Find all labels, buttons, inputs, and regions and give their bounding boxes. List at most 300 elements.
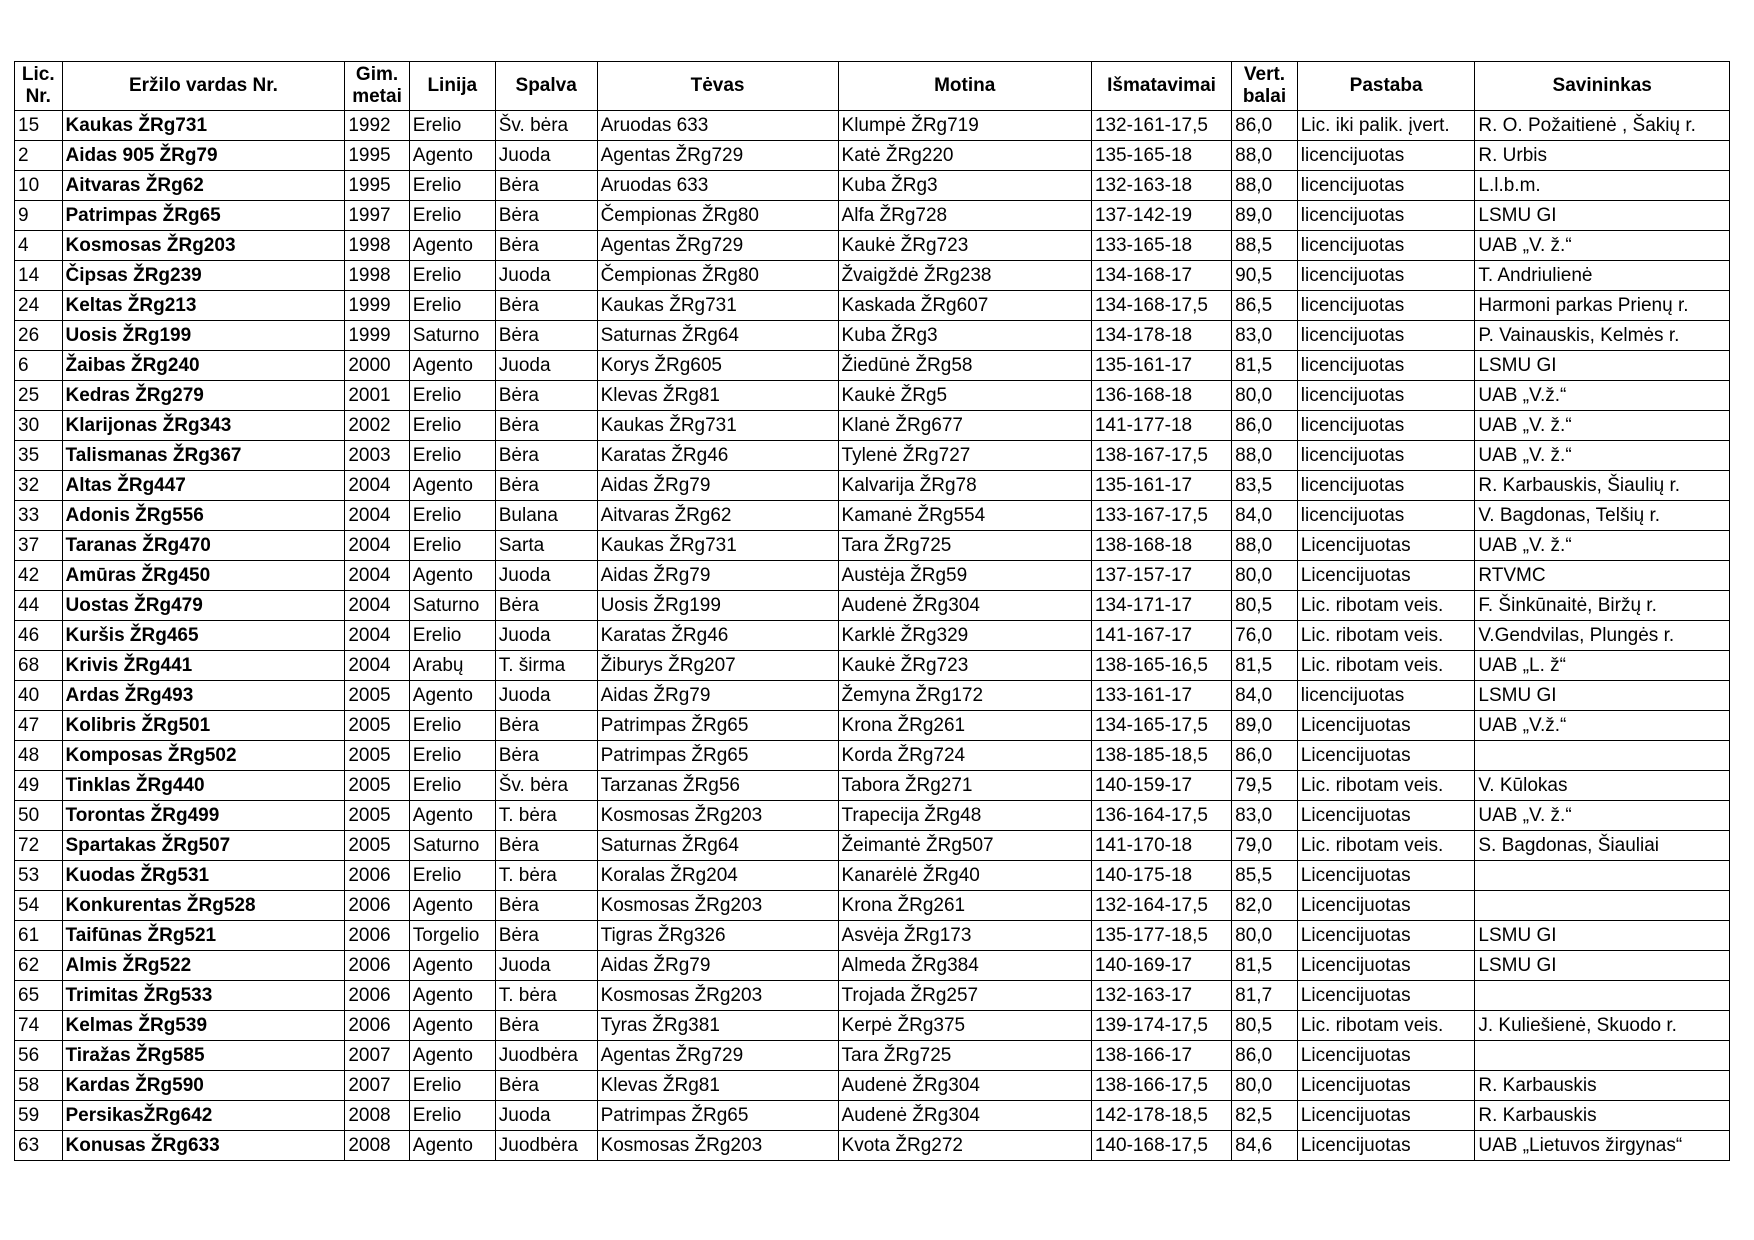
- cell-note: Licencijuotas: [1297, 531, 1475, 561]
- cell-measurements: 133-161-17: [1091, 681, 1231, 711]
- cell-owner: RTVMC: [1475, 561, 1730, 591]
- table-row: [15, 201, 1730, 231]
- cell-dam: Tara ŽRg725: [838, 1041, 1091, 1071]
- cell-birth-year: 1995: [345, 171, 409, 201]
- cell-sire: Patrimpas ŽRg65: [597, 741, 838, 771]
- cell-score: 84,0: [1232, 681, 1298, 711]
- cell-color: Bėra: [495, 831, 597, 861]
- cell-measurements: 135-177-18,5: [1091, 921, 1231, 951]
- cell-note: licencijuotas: [1297, 471, 1475, 501]
- cell-birth-year: 2004: [345, 531, 409, 561]
- cell-dam: Kanarėlė ŽRg40: [838, 861, 1091, 891]
- cell-dam: Karklė ŽRg329: [838, 621, 1091, 651]
- cell-birth-year: 1992: [345, 111, 409, 141]
- cell-lic-nr: 65: [15, 981, 63, 1011]
- cell-note: Lic. ribotam veis.: [1297, 651, 1475, 681]
- cell-lic-nr: 37: [15, 531, 63, 561]
- cell-lic-nr: 50: [15, 801, 63, 831]
- cell-owner: LSMU GI: [1475, 351, 1730, 381]
- cell-color: Juoda: [495, 141, 597, 171]
- cell-color: Šv. bėra: [495, 111, 597, 141]
- cell-measurements: 134-168-17: [1091, 261, 1231, 291]
- table-row: [15, 171, 1730, 201]
- header-birth-year: Gim. metai: [345, 62, 409, 111]
- cell-score: 86,0: [1232, 741, 1298, 771]
- cell-birth-year: 2006: [345, 951, 409, 981]
- cell-birth-year: 2005: [345, 771, 409, 801]
- cell-sire: Aidas ŽRg79: [597, 561, 838, 591]
- table-row: [15, 711, 1730, 741]
- cell-measurements: 134-165-17,5: [1091, 711, 1231, 741]
- cell-score: 86,0: [1232, 1041, 1298, 1071]
- cell-score: 81,5: [1232, 651, 1298, 681]
- cell-owner: UAB „V. ž.“: [1475, 231, 1730, 261]
- cell-score: 89,0: [1232, 201, 1298, 231]
- cell-line: Agento: [409, 681, 495, 711]
- cell-sire: Saturnas ŽRg64: [597, 831, 838, 861]
- table-row: [15, 951, 1730, 981]
- cell-line: Erelio: [409, 201, 495, 231]
- cell-color: T. bėra: [495, 801, 597, 831]
- cell-score: 83,5: [1232, 471, 1298, 501]
- cell-line: Erelio: [409, 531, 495, 561]
- cell-birth-year: 1999: [345, 291, 409, 321]
- cell-line: Agento: [409, 981, 495, 1011]
- cell-stallion-name: Keltas ŽRg213: [62, 291, 345, 321]
- cell-owner: LSMU GI: [1475, 201, 1730, 231]
- header-score: Vert. balai: [1232, 62, 1298, 111]
- cell-score: 79,5: [1232, 771, 1298, 801]
- cell-measurements: 133-165-18: [1091, 231, 1231, 261]
- cell-dam: Kaukė ŽRg723: [838, 231, 1091, 261]
- table-row: [15, 471, 1730, 501]
- cell-sire: Klevas ŽRg81: [597, 1071, 838, 1101]
- cell-line: Erelio: [409, 741, 495, 771]
- cell-sire: Aidas ŽRg79: [597, 471, 838, 501]
- cell-owner: UAB „V.ž.“: [1475, 381, 1730, 411]
- cell-stallion-name: Žaibas ŽRg240: [62, 351, 345, 381]
- cell-sire: Tyras ŽRg381: [597, 1011, 838, 1041]
- cell-dam: Krona ŽRg261: [838, 891, 1091, 921]
- cell-measurements: 141-177-18: [1091, 411, 1231, 441]
- cell-measurements: 136-164-17,5: [1091, 801, 1231, 831]
- table-row: [15, 1071, 1730, 1101]
- cell-birth-year: 2007: [345, 1071, 409, 1101]
- cell-note: Lic. ribotam veis.: [1297, 621, 1475, 651]
- cell-stallion-name: Almis ŽRg522: [62, 951, 345, 981]
- cell-owner: UAB „V. ž.“: [1475, 411, 1730, 441]
- cell-color: Bėra: [495, 1011, 597, 1041]
- table-row: [15, 261, 1730, 291]
- cell-sire: Karatas ŽRg46: [597, 441, 838, 471]
- cell-score: 88,0: [1232, 441, 1298, 471]
- cell-birth-year: 2004: [345, 471, 409, 501]
- header-sire: Tėvas: [597, 62, 838, 111]
- cell-stallion-name: Klarijonas ŽRg343: [62, 411, 345, 441]
- cell-note: licencijuotas: [1297, 201, 1475, 231]
- table-row: [15, 231, 1730, 261]
- cell-dam: Krona ŽRg261: [838, 711, 1091, 741]
- table-row: [15, 291, 1730, 321]
- cell-score: 80,0: [1232, 1071, 1298, 1101]
- cell-line: Erelio: [409, 711, 495, 741]
- cell-birth-year: 2005: [345, 681, 409, 711]
- cell-dam: Korda ŽRg724: [838, 741, 1091, 771]
- cell-dam: Trojada ŽRg257: [838, 981, 1091, 1011]
- cell-owner: R. Karbauskis: [1475, 1071, 1730, 1101]
- cell-color: Bėra: [495, 471, 597, 501]
- cell-line: Erelio: [409, 861, 495, 891]
- cell-score: 82,0: [1232, 891, 1298, 921]
- table-row: [15, 891, 1730, 921]
- cell-sire: Koralas ŽRg204: [597, 861, 838, 891]
- cell-score: 86,0: [1232, 111, 1298, 141]
- cell-dam: Tara ŽRg725: [838, 531, 1091, 561]
- cell-stallion-name: Amūras ŽRg450: [62, 561, 345, 591]
- cell-line: Arabų: [409, 651, 495, 681]
- cell-sire: Korys ŽRg605: [597, 351, 838, 381]
- cell-score: 80,0: [1232, 561, 1298, 591]
- cell-dam: Klumpė ŽRg719: [838, 111, 1091, 141]
- cell-sire: Aidas ŽRg79: [597, 951, 838, 981]
- header-measurements: Išmatavimai: [1091, 62, 1231, 111]
- cell-score: 85,5: [1232, 861, 1298, 891]
- table-row: [15, 441, 1730, 471]
- cell-measurements: 139-174-17,5: [1091, 1011, 1231, 1041]
- cell-owner: LSMU GI: [1475, 921, 1730, 951]
- table-row: [15, 981, 1730, 1011]
- cell-dam: Alfa ŽRg728: [838, 201, 1091, 231]
- cell-dam: Žemyna ŽRg172: [838, 681, 1091, 711]
- cell-owner: V. Bagdonas, Telšių r.: [1475, 501, 1730, 531]
- cell-birth-year: 2006: [345, 1011, 409, 1041]
- table-row: [15, 681, 1730, 711]
- cell-note: Lic. iki palik. įvert.: [1297, 111, 1475, 141]
- cell-birth-year: 2007: [345, 1041, 409, 1071]
- cell-lic-nr: 26: [15, 321, 63, 351]
- cell-stallion-name: Kardas ŽRg590: [62, 1071, 345, 1101]
- cell-lic-nr: 53: [15, 861, 63, 891]
- cell-line: Agento: [409, 951, 495, 981]
- cell-note: Licencijuotas: [1297, 711, 1475, 741]
- cell-stallion-name: Konusas ŽRg633: [62, 1131, 345, 1161]
- cell-lic-nr: 30: [15, 411, 63, 441]
- cell-stallion-name: Talismanas ŽRg367: [62, 441, 345, 471]
- cell-line: Erelio: [409, 411, 495, 441]
- cell-dam: Kamanė ŽRg554: [838, 501, 1091, 531]
- cell-sire: Čempionas ŽRg80: [597, 201, 838, 231]
- cell-color: Bėra: [495, 411, 597, 441]
- cell-birth-year: 2004: [345, 501, 409, 531]
- cell-score: 80,0: [1232, 921, 1298, 951]
- cell-note: Licencijuotas: [1297, 951, 1475, 981]
- cell-measurements: 138-168-18: [1091, 531, 1231, 561]
- cell-dam: Asvėja ŽRg173: [838, 921, 1091, 951]
- cell-note: Licencijuotas: [1297, 921, 1475, 951]
- cell-score: 81,5: [1232, 951, 1298, 981]
- cell-stallion-name: Kuršis ŽRg465: [62, 621, 345, 651]
- cell-sire: Agentas ŽRg729: [597, 231, 838, 261]
- cell-measurements: 134-178-18: [1091, 321, 1231, 351]
- cell-stallion-name: Aidas 905 ŽRg79: [62, 141, 345, 171]
- cell-note: licencijuotas: [1297, 171, 1475, 201]
- cell-stallion-name: Adonis ŽRg556: [62, 501, 345, 531]
- cell-owner: R. Urbis: [1475, 141, 1730, 171]
- cell-lic-nr: 10: [15, 171, 63, 201]
- header-lic-nr: Lic. Nr.: [15, 62, 63, 111]
- table-row: [15, 621, 1730, 651]
- header-line: Linija: [409, 62, 495, 111]
- cell-stallion-name: Aitvaras ŽRg62: [62, 171, 345, 201]
- table-row: [15, 591, 1730, 621]
- cell-lic-nr: 49: [15, 771, 63, 801]
- cell-owner: V.Gendvilas, Plungės r.: [1475, 621, 1730, 651]
- cell-note: Licencijuotas: [1297, 861, 1475, 891]
- cell-note: licencijuotas: [1297, 681, 1475, 711]
- cell-dam: Klanė ŽRg677: [838, 411, 1091, 441]
- cell-lic-nr: 54: [15, 891, 63, 921]
- cell-measurements: 141-170-18: [1091, 831, 1231, 861]
- cell-sire: Kaukas ŽRg731: [597, 291, 838, 321]
- cell-birth-year: 1997: [345, 201, 409, 231]
- cell-measurements: 132-161-17,5: [1091, 111, 1231, 141]
- cell-birth-year: 2001: [345, 381, 409, 411]
- cell-dam: Austėja ŽRg59: [838, 561, 1091, 591]
- cell-score: 84,0: [1232, 501, 1298, 531]
- cell-color: Juoda: [495, 351, 597, 381]
- cell-note: Licencijuotas: [1297, 891, 1475, 921]
- cell-birth-year: 1999: [345, 321, 409, 351]
- cell-lic-nr: 56: [15, 1041, 63, 1071]
- cell-note: Licencijuotas: [1297, 1071, 1475, 1101]
- cell-sire: Karatas ŽRg46: [597, 621, 838, 651]
- cell-color: Juodbėra: [495, 1131, 597, 1161]
- cell-note: licencijuotas: [1297, 501, 1475, 531]
- cell-note: licencijuotas: [1297, 141, 1475, 171]
- cell-measurements: 133-167-17,5: [1091, 501, 1231, 531]
- cell-dam: Audenė ŽRg304: [838, 1101, 1091, 1131]
- cell-measurements: 138-185-18,5: [1091, 741, 1231, 771]
- cell-birth-year: 2006: [345, 981, 409, 1011]
- cell-line: Agento: [409, 141, 495, 171]
- cell-note: licencijuotas: [1297, 231, 1475, 261]
- cell-note: licencijuotas: [1297, 441, 1475, 471]
- cell-color: Juoda: [495, 681, 597, 711]
- cell-color: Sarta: [495, 531, 597, 561]
- cell-dam: Trapecija ŽRg48: [838, 801, 1091, 831]
- cell-note: licencijuotas: [1297, 381, 1475, 411]
- cell-line: Agento: [409, 1041, 495, 1071]
- cell-note: Lic. ribotam veis.: [1297, 771, 1475, 801]
- cell-birth-year: 2008: [345, 1131, 409, 1161]
- cell-line: Erelio: [409, 1071, 495, 1101]
- cell-birth-year: 2005: [345, 711, 409, 741]
- cell-note: licencijuotas: [1297, 261, 1475, 291]
- cell-line: Erelio: [409, 111, 495, 141]
- cell-measurements: 132-163-17: [1091, 981, 1231, 1011]
- cell-note: Licencijuotas: [1297, 1041, 1475, 1071]
- cell-note: licencijuotas: [1297, 321, 1475, 351]
- cell-owner: UAB „V. ž.“: [1475, 441, 1730, 471]
- header-color: Spalva: [495, 62, 597, 111]
- cell-score: 88,0: [1232, 531, 1298, 561]
- cell-lic-nr: 47: [15, 711, 63, 741]
- table-row: [15, 1131, 1730, 1161]
- cell-stallion-name: Kedras ŽRg279: [62, 381, 345, 411]
- cell-measurements: 138-166-17,5: [1091, 1071, 1231, 1101]
- cell-dam: Tylenė ŽRg727: [838, 441, 1091, 471]
- table-row: [15, 1101, 1730, 1131]
- cell-line: Erelio: [409, 171, 495, 201]
- cell-line: Erelio: [409, 261, 495, 291]
- cell-line: Saturno: [409, 321, 495, 351]
- cell-sire: Agentas ŽRg729: [597, 1041, 838, 1071]
- cell-stallion-name: Taranas ŽRg470: [62, 531, 345, 561]
- cell-sire: Saturnas ŽRg64: [597, 321, 838, 351]
- header-stallion-name: Eržilo vardas Nr.: [62, 62, 345, 111]
- cell-dam: Kaukė ŽRg723: [838, 651, 1091, 681]
- cell-dam: Žvaigždė ŽRg238: [838, 261, 1091, 291]
- cell-measurements: 138-167-17,5: [1091, 441, 1231, 471]
- cell-score: 80,0: [1232, 381, 1298, 411]
- cell-score: 83,0: [1232, 321, 1298, 351]
- cell-score: 90,5: [1232, 261, 1298, 291]
- cell-color: Bėra: [495, 741, 597, 771]
- table-row: [15, 651, 1730, 681]
- cell-sire: Patrimpas ŽRg65: [597, 1101, 838, 1131]
- cell-sire: Kaukas ŽRg731: [597, 411, 838, 441]
- cell-owner: Harmoni parkas Prienų r.: [1475, 291, 1730, 321]
- cell-lic-nr: 2: [15, 141, 63, 171]
- cell-lic-nr: 24: [15, 291, 63, 321]
- cell-color: Bėra: [495, 381, 597, 411]
- cell-color: Bėra: [495, 201, 597, 231]
- cell-lic-nr: 44: [15, 591, 63, 621]
- cell-line: Saturno: [409, 591, 495, 621]
- cell-score: 84,6: [1232, 1131, 1298, 1161]
- cell-lic-nr: 9: [15, 201, 63, 231]
- cell-birth-year: 2006: [345, 891, 409, 921]
- header-dam: Motina: [838, 62, 1091, 111]
- cell-line: Erelio: [409, 501, 495, 531]
- cell-dam: Kaukė ŽRg5: [838, 381, 1091, 411]
- table-row: [15, 921, 1730, 951]
- cell-color: T. širma: [495, 651, 597, 681]
- cell-measurements: 141-167-17: [1091, 621, 1231, 651]
- cell-lic-nr: 72: [15, 831, 63, 861]
- cell-sire: Kosmosas ŽRg203: [597, 981, 838, 1011]
- table-row: [15, 861, 1730, 891]
- cell-sire: Žiburys ŽRg207: [597, 651, 838, 681]
- cell-dam: Žiedūnė ŽRg58: [838, 351, 1091, 381]
- cell-note: Licencijuotas: [1297, 981, 1475, 1011]
- cell-line: Agento: [409, 231, 495, 261]
- cell-owner: R. Karbauskis, Šiaulių r.: [1475, 471, 1730, 501]
- cell-dam: Kerpė ŽRg375: [838, 1011, 1091, 1041]
- table-row: [15, 1011, 1730, 1041]
- cell-dam: Kuba ŽRg3: [838, 171, 1091, 201]
- header-row: [15, 62, 1730, 111]
- cell-owner: LSMU GI: [1475, 681, 1730, 711]
- cell-measurements: 137-157-17: [1091, 561, 1231, 591]
- cell-measurements: 137-142-19: [1091, 201, 1231, 231]
- cell-note: Lic. ribotam veis.: [1297, 831, 1475, 861]
- cell-score: 82,5: [1232, 1101, 1298, 1131]
- cell-score: 88,5: [1232, 231, 1298, 261]
- cell-owner: J. Kuliešienė, Skuodo r.: [1475, 1011, 1730, 1041]
- cell-stallion-name: Trimitas ŽRg533: [62, 981, 345, 1011]
- cell-sire: Uosis ŽRg199: [597, 591, 838, 621]
- table-row: [15, 381, 1730, 411]
- cell-owner: R. O. Požaitienė , Šakių r.: [1475, 111, 1730, 141]
- cell-stallion-name: Konkurentas ŽRg528: [62, 891, 345, 921]
- cell-owner: R. Karbauskis: [1475, 1101, 1730, 1131]
- cell-birth-year: 2005: [345, 741, 409, 771]
- table-row: [15, 801, 1730, 831]
- cell-owner: UAB „V. ž.“: [1475, 801, 1730, 831]
- cell-lic-nr: 40: [15, 681, 63, 711]
- cell-score: 86,5: [1232, 291, 1298, 321]
- cell-score: 83,0: [1232, 801, 1298, 831]
- cell-color: Bėra: [495, 891, 597, 921]
- cell-sire: Kaukas ŽRg731: [597, 531, 838, 561]
- cell-measurements: 140-168-17,5: [1091, 1131, 1231, 1161]
- cell-score: 80,5: [1232, 1011, 1298, 1041]
- cell-lic-nr: 74: [15, 1011, 63, 1041]
- cell-dam: Katė ŽRg220: [838, 141, 1091, 171]
- cell-dam: Kuba ŽRg3: [838, 321, 1091, 351]
- cell-color: Bėra: [495, 231, 597, 261]
- cell-color: Juoda: [495, 561, 597, 591]
- cell-stallion-name: Kosmosas ŽRg203: [62, 231, 345, 261]
- cell-lic-nr: 33: [15, 501, 63, 531]
- cell-owner: LSMU GI: [1475, 951, 1730, 981]
- cell-owner: S. Bagdonas, Šiauliai: [1475, 831, 1730, 861]
- cell-note: Licencijuotas: [1297, 741, 1475, 771]
- cell-color: Juoda: [495, 621, 597, 651]
- table-row: [15, 831, 1730, 861]
- cell-lic-nr: 32: [15, 471, 63, 501]
- cell-measurements: 138-165-16,5: [1091, 651, 1231, 681]
- cell-stallion-name: PersikasŽRg642: [62, 1101, 345, 1131]
- cell-color: Bėra: [495, 591, 597, 621]
- cell-color: Bulana: [495, 501, 597, 531]
- cell-color: T. bėra: [495, 861, 597, 891]
- cell-owner: [1475, 741, 1730, 771]
- cell-lic-nr: 14: [15, 261, 63, 291]
- table-row: [15, 771, 1730, 801]
- cell-stallion-name: Taifūnas ŽRg521: [62, 921, 345, 951]
- cell-color: Juoda: [495, 261, 597, 291]
- cell-birth-year: 2008: [345, 1101, 409, 1131]
- header-note: Pastaba: [1297, 62, 1475, 111]
- cell-measurements: 134-168-17,5: [1091, 291, 1231, 321]
- cell-lic-nr: 35: [15, 441, 63, 471]
- cell-sire: Patrimpas ŽRg65: [597, 711, 838, 741]
- cell-sire: Aidas ŽRg79: [597, 681, 838, 711]
- table-row: [15, 141, 1730, 171]
- cell-lic-nr: 25: [15, 381, 63, 411]
- cell-lic-nr: 58: [15, 1071, 63, 1101]
- cell-note: Lic. ribotam veis.: [1297, 591, 1475, 621]
- cell-owner: [1475, 891, 1730, 921]
- header-owner: Savininkas: [1475, 62, 1730, 111]
- cell-color: Bėra: [495, 171, 597, 201]
- cell-measurements: 138-166-17: [1091, 1041, 1231, 1071]
- cell-score: 86,0: [1232, 411, 1298, 441]
- cell-lic-nr: 68: [15, 651, 63, 681]
- cell-score: 76,0: [1232, 621, 1298, 651]
